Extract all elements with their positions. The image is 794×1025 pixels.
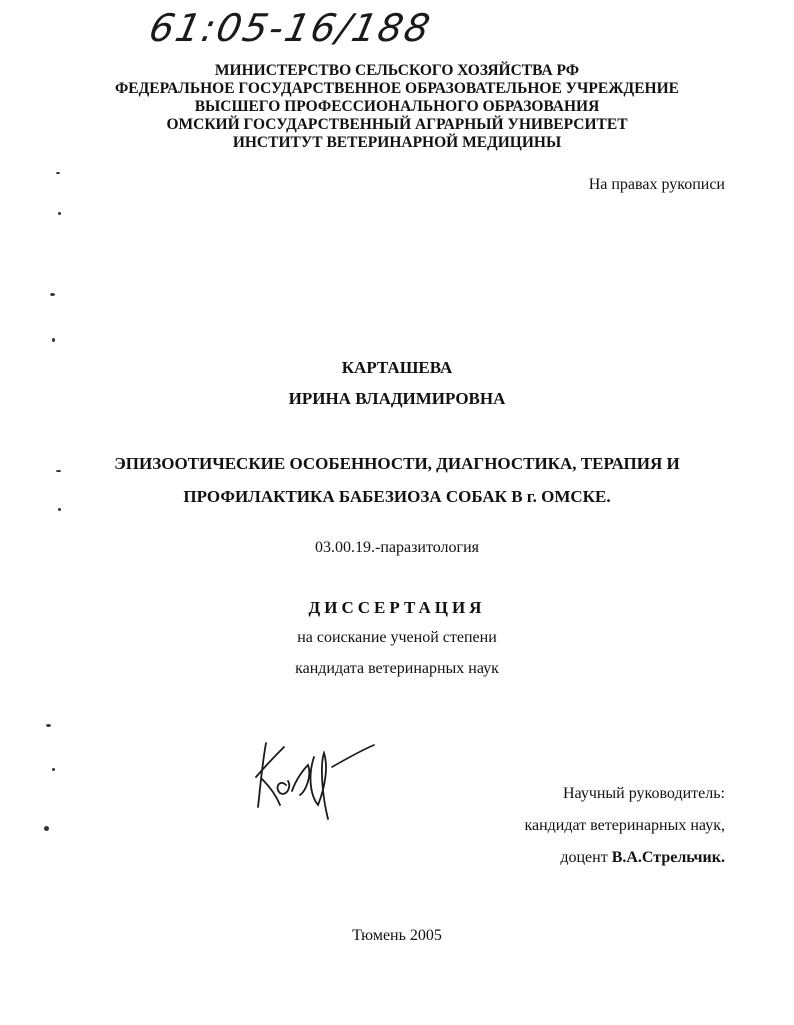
scan-speck [58,212,61,215]
header-line-federal: ФЕДЕРАЛЬНОЕ ГОСУДАРСТВЕННОЕ ОБРАЗОВАТЕЛЬНОЕ УЧРЕЖДЕНИЕ [114,80,680,97]
rights-note: На правах рукописи [588,176,725,193]
scan-speck [56,172,60,174]
city-year: Тюмень 2005 [352,927,442,944]
advisor-name: В.А.Стрельчик. [611,849,725,866]
institution-header [0,62,794,152]
scan-speck [46,724,51,727]
scan-speck [58,508,61,511]
scan-speck [56,470,61,472]
thesis-title-line-1: ЭПИЗООТИЧЕСКИЕ ОСОБЕННОСТИ, ДИАГНОСТИКА, ТЕРАПИЯ И [114,454,680,473]
scan-speck [44,826,49,831]
archive-number-handwritten: 61:05-16/188 [145,6,436,50]
scan-speck [50,293,55,296]
advisor-degree: кандидат ветеринарных наук, [524,817,725,834]
advisor-block [524,778,725,874]
thesis-title [0,447,794,513]
author-given-names: ИРИНА ВЛАДИМИРОВНА [288,389,506,408]
advisor-position-line [524,842,725,874]
scan-speck [52,338,55,342]
signature-image [248,735,378,825]
header-line-ministry: МИНИСТЕРСТВО СЕЛЬСКОГО ХОЗЯЙСТВА РФ [214,62,580,79]
header-line-institute: ИНСТИТУТ ВЕТЕРИНАРНОЙ МЕДИЦИНЫ [232,134,562,151]
advisor-position: доцент [560,849,608,866]
thesis-title-line-2: ПРОФИЛАКТИКА БАБЕЗИОЗА СОБАК В г. ОМСКЕ. [183,487,611,506]
advisor-label: Научный руководитель: [562,785,725,802]
header-line-university: ОМСКИЙ ГОСУДАРСТВЕННЫЙ АГРАРНЫЙ УНИВЕРСИТЕТ [166,116,628,133]
degree-line-2: кандидата ветеринарных наук [295,660,499,677]
scan-speck [52,768,55,771]
document-type: ДИССЕРТАЦИЯ [308,598,486,617]
author-surname: КАРТАШЕВА [341,358,453,377]
specialty-code: 03.00.19.-паразитология [314,539,479,556]
header-line-higher-education: ВЫСШЕГО ПРОФЕССИОНАЛЬНОГО ОБРАЗОВАНИЯ [194,98,600,115]
degree-line-1: на соискание ученой степени [297,629,497,646]
